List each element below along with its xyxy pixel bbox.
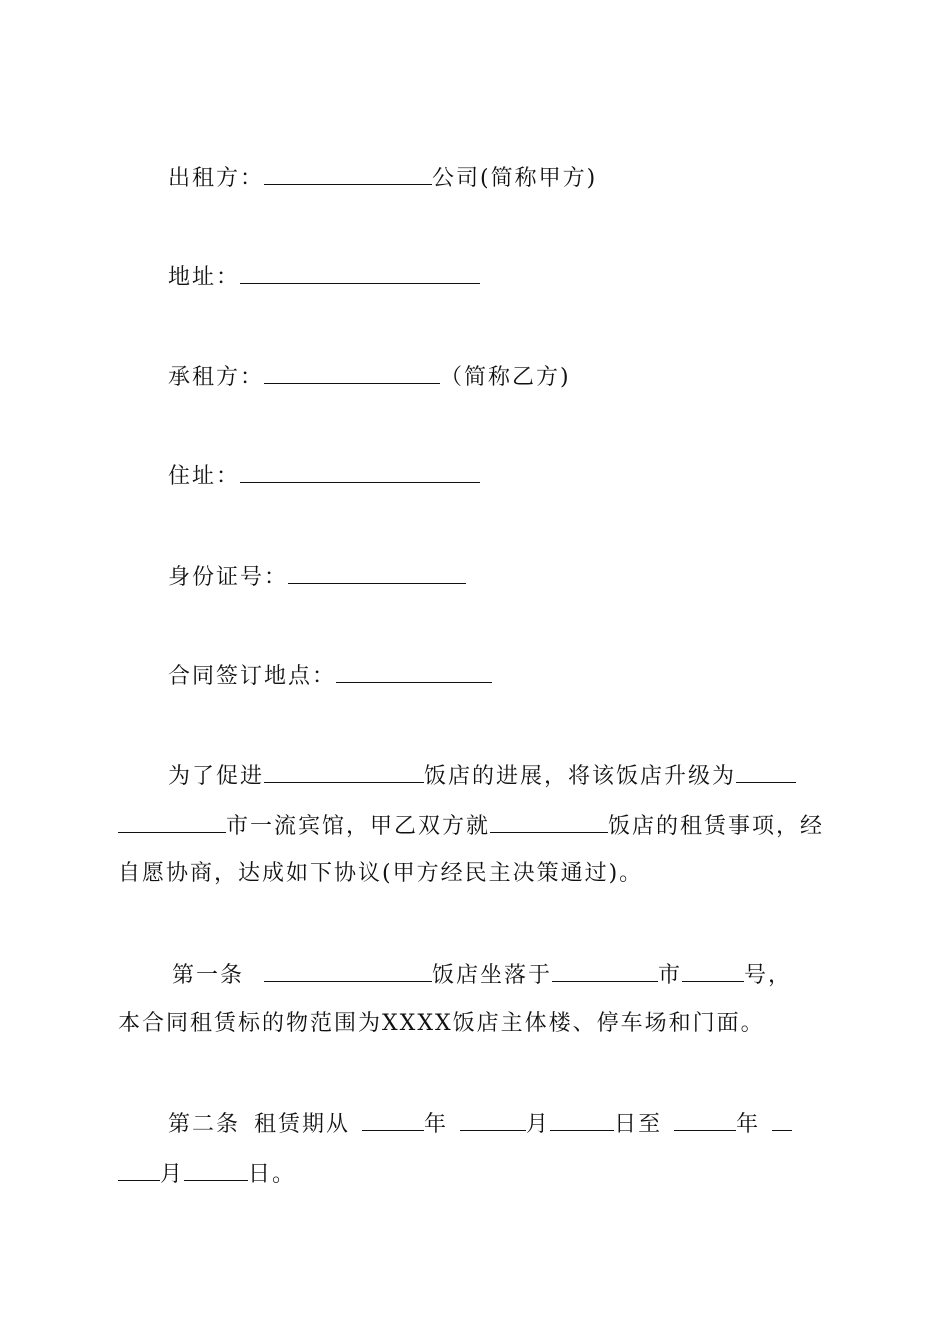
lessor-label: 出租方： <box>168 166 265 191</box>
article1-text-b: 市 <box>658 963 683 988</box>
id-number-label: 身份证号： <box>168 565 289 590</box>
article1-title: 第一条 <box>172 963 245 988</box>
lessee-address-line <box>168 460 480 492</box>
article1-line-2 <box>118 1009 765 1039</box>
article1-blank-hotel <box>264 959 432 982</box>
article2-text-day-end: 日。 <box>248 1162 297 1187</box>
lessee-suffix: （简称乙方) <box>440 365 571 390</box>
preamble-text-1b: 饭店的进展，将该饭店升级为 <box>424 764 737 789</box>
preamble-blank-3 <box>490 810 608 833</box>
article2-blank-day2 <box>184 1158 248 1181</box>
article2-blank-month1 <box>460 1108 526 1131</box>
article2-blank-year2 <box>674 1108 736 1131</box>
article1-text-a: 饭店坐落于 <box>432 963 553 988</box>
id-number-blank <box>288 561 466 584</box>
preamble-blank-2a <box>736 760 796 783</box>
lessor-blank <box>264 162 432 185</box>
preamble-line-1 <box>168 760 796 792</box>
article2-blank-month2a <box>772 1108 792 1131</box>
article2-blank-year1 <box>362 1108 424 1131</box>
id-number-line <box>168 561 466 593</box>
lessor-address-label: 地址： <box>168 265 241 290</box>
lessee-blank <box>264 361 440 384</box>
article2-line-2 <box>118 1158 296 1190</box>
lessor-suffix: 公司(简称甲方) <box>432 166 598 191</box>
article2-text-day-to: 日至 <box>614 1112 663 1137</box>
article2-title: 第二条 <box>168 1112 241 1137</box>
article2-text-a: 租赁期从 <box>254 1112 351 1137</box>
article1-text-c: 号， <box>744 963 793 988</box>
lessee-address-label: 住址： <box>168 464 241 489</box>
preamble-text-1a: 为了促进 <box>168 764 265 789</box>
article2-text-year2: 年 <box>736 1112 761 1137</box>
article2-text-month1: 月 <box>526 1112 551 1137</box>
sign-place-blank <box>336 660 492 683</box>
lessor-address-blank <box>240 261 480 284</box>
sign-place-label: 合同签订地点： <box>168 664 337 689</box>
preamble-blank-2b <box>118 810 226 833</box>
lessee-label: 承租方： <box>168 365 265 390</box>
sign-place-line <box>168 660 492 692</box>
article2-text-year1: 年 <box>424 1112 449 1137</box>
preamble-text-2b: 饭店的租赁事项，经 <box>608 814 825 839</box>
article1-text-line2: 本合同租赁标的物范围为XXXX饭店主体楼、停车场和门面。 <box>118 1011 765 1036</box>
preamble-line-2 <box>118 810 824 842</box>
article1-blank-city <box>552 959 658 982</box>
lessor-line <box>168 162 597 194</box>
article2-blank-day1 <box>550 1108 614 1131</box>
lessor-address-line <box>168 261 480 293</box>
article1-blank-number <box>682 959 744 982</box>
preamble-text-3: 自愿协商，达成如下协议(甲方经民主决策通过)。 <box>118 861 644 886</box>
article2-text-month2: 月 <box>160 1162 185 1187</box>
article2-line-1 <box>168 1108 792 1140</box>
lessee-address-blank <box>240 460 480 483</box>
preamble-blank-1 <box>264 760 424 783</box>
preamble-text-2a: 市一流宾馆，甲乙双方就 <box>226 814 491 839</box>
article1-line-1 <box>172 959 792 991</box>
preamble-line-3 <box>118 859 643 889</box>
article2-blank-month2b <box>118 1158 160 1181</box>
lessee-line <box>168 361 571 393</box>
